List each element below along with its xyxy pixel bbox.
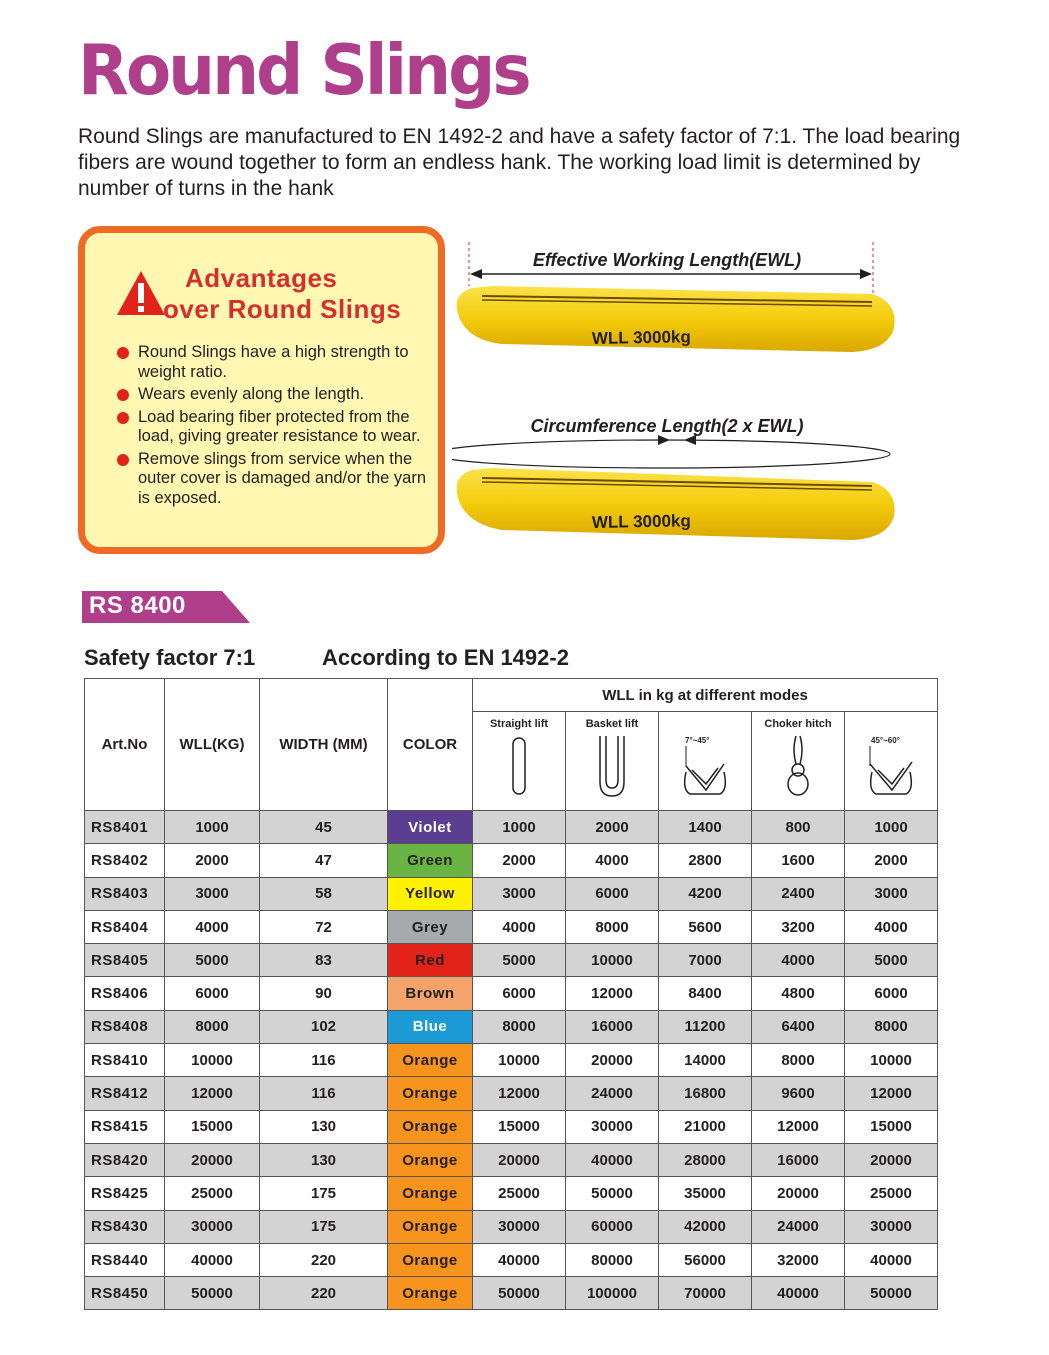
cell-width: 72 <box>260 910 388 943</box>
cell-basket-lift: 20000 <box>566 1044 659 1077</box>
straight-lift-icon <box>499 730 539 800</box>
intro-text: Round Slings are manufactured to EN 1492-2 and have a safety factor of 7:1. The load bearing fibers are wound together to form an endless hank. The working load limit is determined by number of turns in the hank <box>78 125 961 200</box>
cell-wll: 5000 <box>165 944 260 977</box>
cell-wll: 4000 <box>165 910 260 943</box>
cell-straight-lift: 5000 <box>473 944 566 977</box>
cell-art-no: RS8402 <box>85 844 165 877</box>
cell-art-no: RS8408 <box>85 1010 165 1043</box>
cell-basket-lift: 24000 <box>566 1077 659 1110</box>
bullet-icon <box>117 347 129 359</box>
cell-basket-lift: 6000 <box>566 877 659 910</box>
cell-basket-lift: 60000 <box>566 1210 659 1243</box>
cell-wll: 3000 <box>165 877 260 910</box>
table-row <box>85 910 938 943</box>
cell-art-no: RS8401 <box>85 811 165 844</box>
cell-wll: 20000 <box>165 1143 260 1176</box>
bullet-icon <box>117 389 129 401</box>
cell-color: Blue <box>388 1010 473 1043</box>
circumference-caption: Circumference Length(2 x EWL) <box>530 416 804 436</box>
cell-angle-45-60: 6000 <box>845 977 938 1010</box>
cell-angle-45-60: 10000 <box>845 1044 938 1077</box>
table-row <box>85 1110 938 1143</box>
cell-angle-7-45: 1400 <box>659 811 752 844</box>
cell-color: Orange <box>388 1143 473 1176</box>
cell-basket-lift: 30000 <box>566 1110 659 1143</box>
cell-wll: 10000 <box>165 1044 260 1077</box>
table-row <box>85 844 938 877</box>
cell-angle-7-45: 4200 <box>659 877 752 910</box>
cell-art-no: RS8410 <box>85 1044 165 1077</box>
basket-lift-icon <box>592 730 632 800</box>
cell-choker-hitch: 4000 <box>752 944 845 977</box>
page-title: Round Slings <box>78 30 529 111</box>
standard-label: According to EN 1492-2 <box>322 645 569 670</box>
cell-straight-lift: 30000 <box>473 1210 566 1243</box>
cell-choker-hitch: 4800 <box>752 977 845 1010</box>
list-item: Round Slings have a high strength to weight ratio. <box>115 343 435 382</box>
warning-icon <box>115 269 167 317</box>
section-tag: RS 8400 <box>89 592 186 619</box>
cell-angle-45-60: 3000 <box>845 877 938 910</box>
cell-basket-lift: 4000 <box>566 844 659 877</box>
cell-color: Orange <box>388 1243 473 1276</box>
cell-straight-lift: 6000 <box>473 977 566 1010</box>
bullet-icon <box>117 412 129 424</box>
cell-art-no: RS8403 <box>85 877 165 910</box>
table-row <box>85 1177 938 1210</box>
cell-choker-hitch: 6400 <box>752 1010 845 1043</box>
table-row <box>85 1243 938 1276</box>
cell-angle-7-45: 5600 <box>659 910 752 943</box>
cell-angle-7-45: 56000 <box>659 1243 752 1276</box>
basket-angle-icon <box>866 746 916 802</box>
cell-art-no: RS8406 <box>85 977 165 1010</box>
cell-angle-45-60: 12000 <box>845 1077 938 1110</box>
spec-table <box>84 678 938 1310</box>
col-header-width: WIDTH (MM) <box>260 679 388 811</box>
table-row <box>85 1143 938 1176</box>
cell-color: Red <box>388 944 473 977</box>
advantages-box <box>78 226 445 554</box>
cell-width: 130 <box>260 1143 388 1176</box>
cell-choker-hitch: 24000 <box>752 1210 845 1243</box>
cell-art-no: RS8425 <box>85 1177 165 1210</box>
cell-angle-7-45: 7000 <box>659 944 752 977</box>
mode-angle-45-60 <box>845 712 938 811</box>
cell-color: Yellow <box>388 877 473 910</box>
cell-straight-lift: 40000 <box>473 1243 566 1276</box>
cell-width: 58 <box>260 877 388 910</box>
cell-straight-lift: 15000 <box>473 1110 566 1143</box>
cell-color: Brown <box>388 977 473 1010</box>
cell-art-no: RS8450 <box>85 1277 165 1310</box>
cell-choker-hitch: 3200 <box>752 910 845 943</box>
cell-width: 83 <box>260 944 388 977</box>
cell-wll: 8000 <box>165 1010 260 1043</box>
col-header-art: Art.No <box>85 679 165 811</box>
cell-color: Grey <box>388 910 473 943</box>
cell-angle-45-60: 20000 <box>845 1143 938 1176</box>
cell-straight-lift: 1000 <box>473 811 566 844</box>
cell-width: 130 <box>260 1110 388 1143</box>
cell-art-no: RS8404 <box>85 910 165 943</box>
table-row <box>85 1044 938 1077</box>
cell-straight-lift: 20000 <box>473 1143 566 1176</box>
cell-basket-lift: 16000 <box>566 1010 659 1043</box>
table-row <box>85 1210 938 1243</box>
cell-straight-lift: 25000 <box>473 1177 566 1210</box>
cell-color: Orange <box>388 1277 473 1310</box>
cell-basket-lift: 12000 <box>566 977 659 1010</box>
advantages-subheading: over Round Slings <box>163 294 402 324</box>
cell-color: Orange <box>388 1044 473 1077</box>
sling-label: WLL 3000kg <box>591 511 691 532</box>
cell-choker-hitch: 20000 <box>752 1177 845 1210</box>
cell-straight-lift: 10000 <box>473 1044 566 1077</box>
cell-art-no: RS8412 <box>85 1077 165 1110</box>
cell-angle-45-60: 2000 <box>845 844 938 877</box>
mode-choker-hitch: Choker hitch <box>752 712 845 811</box>
cell-straight-lift: 8000 <box>473 1010 566 1043</box>
mode-angle-7-45 <box>659 712 752 811</box>
cell-wll: 30000 <box>165 1210 260 1243</box>
cell-choker-hitch: 12000 <box>752 1110 845 1143</box>
cell-color: Violet <box>388 811 473 844</box>
table-row <box>85 811 938 844</box>
cell-color: Orange <box>388 1110 473 1143</box>
cell-width: 220 <box>260 1277 388 1310</box>
table-row <box>85 944 938 977</box>
cell-angle-7-45: 8400 <box>659 977 752 1010</box>
cell-angle-7-45: 16800 <box>659 1077 752 1110</box>
cell-angle-7-45: 21000 <box>659 1110 752 1143</box>
table-row <box>85 1077 938 1110</box>
advantages-list <box>115 343 435 511</box>
cell-angle-45-60: 4000 <box>845 910 938 943</box>
cell-basket-lift: 8000 <box>566 910 659 943</box>
cell-choker-hitch: 16000 <box>752 1143 845 1176</box>
col-header-color: COLOR <box>388 679 473 811</box>
spec-table-body <box>85 811 938 1310</box>
cell-angle-45-60: 1000 <box>845 811 938 844</box>
cell-color: Green <box>388 844 473 877</box>
cell-angle-7-45: 35000 <box>659 1177 752 1210</box>
cell-basket-lift: 80000 <box>566 1243 659 1276</box>
cell-wll: 15000 <box>165 1110 260 1143</box>
cell-width: 116 <box>260 1077 388 1110</box>
mode-basket-lift: Basket lift <box>566 712 659 811</box>
cell-angle-45-60: 5000 <box>845 944 938 977</box>
cell-angle-7-45: 70000 <box>659 1277 752 1310</box>
cell-art-no: RS8440 <box>85 1243 165 1276</box>
cell-angle-7-45: 11200 <box>659 1010 752 1043</box>
cell-wll: 1000 <box>165 811 260 844</box>
cell-width: 102 <box>260 1010 388 1043</box>
cell-angle-45-60: 40000 <box>845 1243 938 1276</box>
cell-angle-45-60: 30000 <box>845 1210 938 1243</box>
cell-angle-7-45: 2800 <box>659 844 752 877</box>
cell-choker-hitch: 800 <box>752 811 845 844</box>
table-row <box>85 1010 938 1043</box>
cell-straight-lift: 4000 <box>473 910 566 943</box>
cell-basket-lift: 10000 <box>566 944 659 977</box>
sling-diagram <box>452 236 912 566</box>
col-header-wll: WLL(KG) <box>165 679 260 811</box>
cell-angle-45-60: 50000 <box>845 1277 938 1310</box>
cell-choker-hitch: 9600 <box>752 1077 845 1110</box>
cell-width: 175 <box>260 1210 388 1243</box>
circumference-ellipse <box>452 440 890 468</box>
cell-choker-hitch: 2400 <box>752 877 845 910</box>
table-row <box>85 977 938 1010</box>
cell-art-no: RS8405 <box>85 944 165 977</box>
cell-color: Orange <box>388 1210 473 1243</box>
cell-angle-45-60: 15000 <box>845 1110 938 1143</box>
cell-basket-lift: 50000 <box>566 1177 659 1210</box>
cell-wll: 25000 <box>165 1177 260 1210</box>
cell-angle-7-45: 14000 <box>659 1044 752 1077</box>
cell-choker-hitch: 8000 <box>752 1044 845 1077</box>
list-item: Load bearing fiber protected from the load, giving greater resistance to wear. <box>115 408 435 447</box>
cell-width: 47 <box>260 844 388 877</box>
cell-width: 175 <box>260 1177 388 1210</box>
cell-width: 220 <box>260 1243 388 1276</box>
cell-basket-lift: 40000 <box>566 1143 659 1176</box>
cell-wll: 40000 <box>165 1243 260 1276</box>
cell-color: Orange <box>388 1177 473 1210</box>
cell-basket-lift: 100000 <box>566 1277 659 1310</box>
choker-hitch-icon <box>778 730 818 800</box>
table-row <box>85 877 938 910</box>
table-row <box>85 1277 938 1310</box>
cell-width: 90 <box>260 977 388 1010</box>
sling-bottom <box>457 468 895 540</box>
cell-angle-45-60: 25000 <box>845 1177 938 1210</box>
cell-angle-45-60: 8000 <box>845 1010 938 1043</box>
angle-label: 45°~60° <box>871 736 900 745</box>
cell-wll: 12000 <box>165 1077 260 1110</box>
cell-art-no: RS8430 <box>85 1210 165 1243</box>
cell-width: 45 <box>260 811 388 844</box>
bullet-icon <box>117 454 129 466</box>
list-item: Remove slings from service when the outer cover is damaged and/or the yarn is exposed. <box>115 450 435 509</box>
mode-straight-lift: Straight lift <box>473 712 566 811</box>
col-header-modes: WLL in kg at different modes <box>473 679 938 712</box>
cell-angle-7-45: 42000 <box>659 1210 752 1243</box>
cell-art-no: RS8415 <box>85 1110 165 1143</box>
cell-straight-lift: 2000 <box>473 844 566 877</box>
cell-basket-lift: 2000 <box>566 811 659 844</box>
ewl-caption: Effective Working Length(EWL) <box>532 250 802 270</box>
basket-angle-icon <box>680 746 730 802</box>
sling-top <box>457 286 895 352</box>
sling-label: WLL 3000kg <box>591 327 691 348</box>
cell-art-no: RS8420 <box>85 1143 165 1176</box>
cell-straight-lift: 50000 <box>473 1277 566 1310</box>
cell-straight-lift: 3000 <box>473 877 566 910</box>
cell-wll: 2000 <box>165 844 260 877</box>
cell-choker-hitch: 1600 <box>752 844 845 877</box>
list-item: Wears evenly along the length. <box>115 385 435 405</box>
cell-color: Orange <box>388 1077 473 1110</box>
cell-choker-hitch: 32000 <box>752 1243 845 1276</box>
cell-angle-7-45: 28000 <box>659 1143 752 1176</box>
cell-wll: 50000 <box>165 1277 260 1310</box>
safety-factor: Safety factor 7:1 <box>84 645 256 670</box>
cell-straight-lift: 12000 <box>473 1077 566 1110</box>
cell-wll: 6000 <box>165 977 260 1010</box>
cell-width: 116 <box>260 1044 388 1077</box>
advantages-heading: Advantages <box>185 263 338 293</box>
angle-label: 7°~45° <box>685 736 710 745</box>
cell-choker-hitch: 40000 <box>752 1277 845 1310</box>
